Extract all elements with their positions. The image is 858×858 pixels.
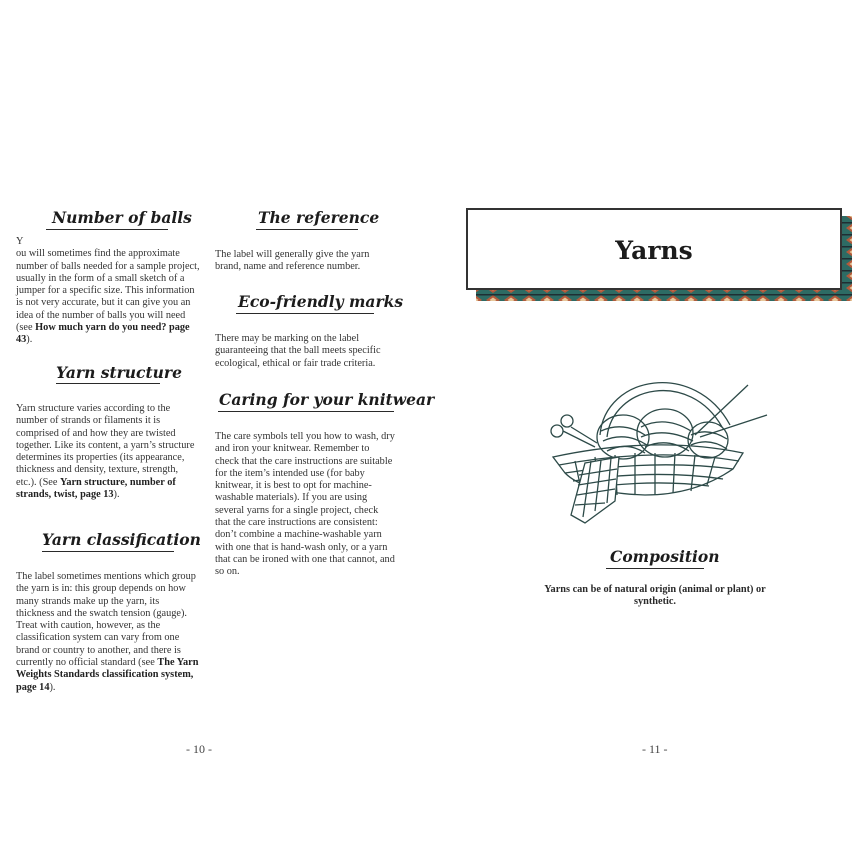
heading-underline bbox=[218, 411, 394, 412]
drop-cap: Y bbox=[16, 236, 24, 247]
paragraph-caring-for-knitwear: The care symbols tell you how to wash, dry and iron your knitwear. Remember to check that the care instructions are suitable for the item’s intended use (for baby knitwear, it is best to opt for machine-washable materials). If you are using several yarns for a single project, check that the care instructions are consistent: don’t combine a machine-washable yarn with one that is hand-wash only, or a yarn that can be ironed with one that cannot, and so on. bbox=[215, 431, 395, 578]
heading-eco-friendly-marks: Eco-friendly marks bbox=[238, 292, 404, 311]
heading-the-reference: The reference bbox=[258, 208, 380, 227]
paragraph-eco-friendly-marks: There may be marking on the label guaranteeing that the ball meets specific ecological, ethical or fair trade criteria. bbox=[215, 333, 381, 369]
heading-underline bbox=[56, 383, 160, 384]
text-structure-end: ). bbox=[113, 489, 120, 501]
heading-caring-for-knitwear: Caring for your knitwear bbox=[219, 390, 435, 409]
paragraph-number-of-balls bbox=[16, 236, 200, 347]
heading-number-of-balls: Number of balls bbox=[52, 208, 192, 227]
page-number-right: - 11 - bbox=[642, 742, 668, 756]
heading-underline bbox=[606, 568, 704, 569]
heading-composition: Composition bbox=[610, 547, 720, 566]
text-classification-ref: The Yarn Weights Standards classification system, page 14 bbox=[16, 657, 199, 693]
heading-yarn-structure: Yarn structure bbox=[56, 363, 182, 382]
paragraph-yarn-structure bbox=[16, 403, 200, 501]
heading-underline bbox=[46, 229, 168, 230]
heading-yarn-classification: Yarn classification bbox=[42, 530, 201, 549]
text-balls-end: ). bbox=[26, 334, 33, 346]
text-structure: Yarn structure varies according to the number of strands or filaments it is comprised of and how they are twisted together. Like its content, a yarn’s structure determines its properties (its appearance, thickness and density, texture, strength, etc.). (See bbox=[16, 403, 195, 488]
text-balls: ou will sometimes find the approximate number of balls needed for a sample project, usually in the form of a small sketch of a jumper for a specific size. This information is not very accurate, but it can give you an idea of the number of balls you will need (see bbox=[16, 248, 200, 334]
yarn-basket-illustration-icon bbox=[545, 365, 775, 525]
chapter-title-box bbox=[466, 208, 842, 290]
page-number-left: - 10 - bbox=[186, 742, 212, 756]
heading-underline bbox=[256, 229, 358, 230]
text-structure-ref: Yarn structure, number of strands, twist, page 13 bbox=[16, 476, 176, 501]
heading-underline bbox=[42, 551, 174, 552]
paragraph-yarn-classification bbox=[16, 571, 200, 694]
chapter-title: Yarns bbox=[615, 236, 693, 265]
paragraph-composition: Yarns can be of natural origin (animal or plant) or synthetic. bbox=[544, 584, 766, 608]
heading-underline bbox=[236, 313, 374, 314]
text-classification: The label sometimes mentions which group the yarn is in: this group depends on how many strands make up the yarn, its thickness and the swatch tension (gauge). Treat with caution, however, as the classification system can vary from one brand or country to another, and there is currently no official standard (see bbox=[16, 571, 196, 669]
paragraph-the-reference: The label will generally give the yarn brand, name and reference number. bbox=[215, 249, 370, 273]
text-classification-end: ). bbox=[49, 681, 56, 693]
text-balls-ref: How much yarn do you need? page 43 bbox=[16, 322, 190, 346]
